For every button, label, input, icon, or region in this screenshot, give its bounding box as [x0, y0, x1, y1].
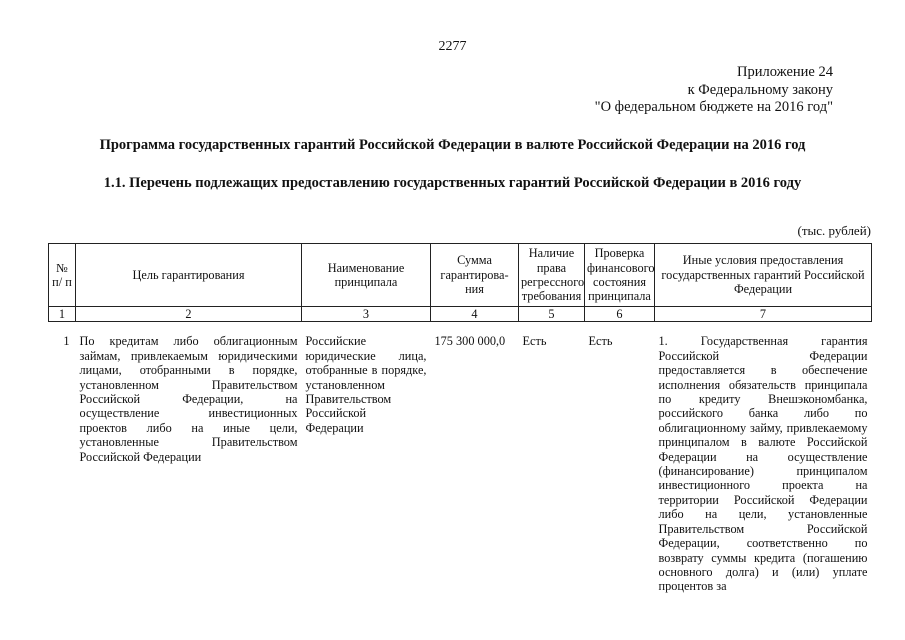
table-row: [49, 322, 872, 594]
row-index: 1: [63, 334, 70, 349]
header-financial-check: Проверка финансового состояния принципала: [585, 244, 655, 307]
appendix-line-2: к Федеральному закону: [687, 81, 833, 98]
row-purpose: По кредитам либо облигационным займам, привлекаемым юридическими лицами, отобранными в порядке, установленном Правительством Российской Федерации, на осуществление инвестиционных проектов либо на иные цели, установленные Правительством Российской Федерации: [79, 334, 298, 464]
guarantees-table: [48, 243, 872, 594]
section-subtitle: 1.1. Перечень подлежащих предоставлению государственных гарантий Российской Федерации в 2016 году: [103, 175, 802, 191]
row-regress: Есть: [522, 334, 547, 349]
header-amount: Сумма гарантирова-ния: [431, 244, 519, 307]
column-number-row: [49, 307, 872, 322]
column-number: 6: [585, 307, 655, 322]
document-title: Программа государственных гарантий Российской Федерации в валюте Российской Федерации на 2016 год: [99, 137, 806, 153]
header-index: № п/ п: [49, 244, 76, 307]
row-financial-check: Есть: [588, 334, 613, 349]
row-principal: Российские юридические лица, отобранные в порядке, установленном Правительством Российской Федерации: [305, 334, 427, 435]
appendix-note: [533, 64, 833, 117]
column-number: 7: [655, 307, 872, 322]
row-amount: 175 300 000,0: [434, 334, 506, 349]
appendix-line-3: "О федеральном бюджете на 2016 год": [594, 99, 833, 115]
header-purpose: Цель гарантирования: [76, 244, 302, 307]
row-other-conditions: 1. Государственная гарантия Российской Федерации предоставляется в обеспечение исполнения обязательств принципала по кредиту Внешэкономбанка, российского банка либо по облигационному займу, привлекаемому принципалом в валюте Российской Федерации на осуществление (финансирование) принципалом инвестиционного проекта на территории Российской Федерации либо на цели, установленные Правительством Российской Федерации, соответственно по возврату суммы кредита (погашению основного долга) и (или) уплате процентов за: [658, 334, 868, 594]
column-number: 3: [302, 307, 431, 322]
header-regress: Наличие права регрессного требования: [519, 244, 585, 307]
column-number: 5: [519, 307, 585, 322]
units-note: (тыс. рублей): [797, 223, 871, 238]
page-number: 2277: [438, 39, 467, 54]
column-number: 2: [76, 307, 302, 322]
appendix-line-1: Приложение 24: [737, 64, 833, 80]
header-other-conditions: Иные условия предоставления государственных гарантий Российской Федерации: [655, 244, 872, 307]
header-principal: Наименование принципала: [302, 244, 431, 307]
column-number: 4: [431, 307, 519, 322]
table-header-row: [49, 244, 872, 307]
column-number: 1: [49, 307, 76, 322]
